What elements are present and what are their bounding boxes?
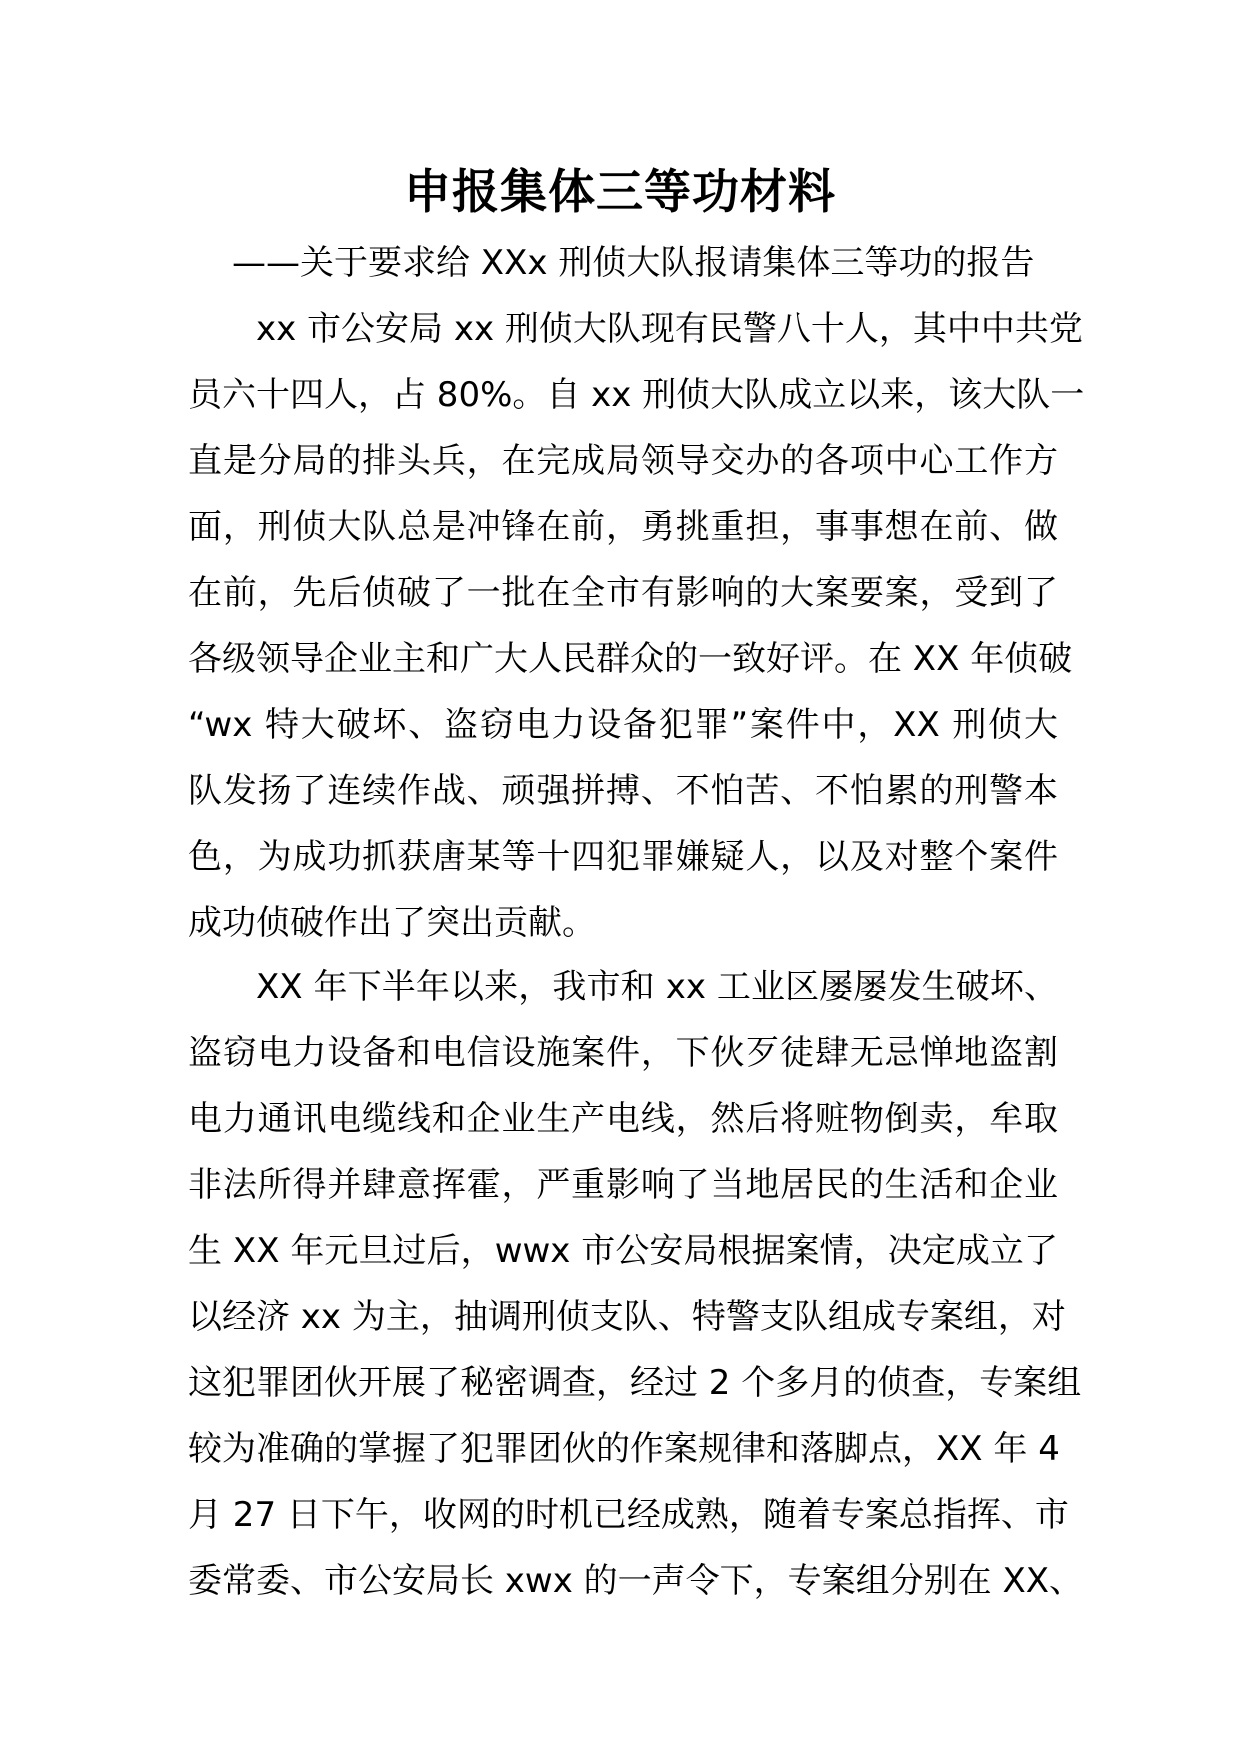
paragraph-line: 委常委、市公安局长 xwx 的一声令下，专案组分别在 XX、: [188, 1561, 1084, 1601]
paragraph-line: xx 市公安局 xx 刑侦大队现有民警八十人，其中中共党: [256, 309, 1083, 349]
paragraph-line: XX 年下半年以来，我市和 xx 工业区屡屡发生破坏、: [256, 967, 1058, 1007]
document-subtitle: ——关于要求给 XXx 刑侦大队报请集体三等功的报告: [232, 243, 1035, 283]
paragraph-2: [188, 954, 1084, 1614]
document-title: 申报集体三等功材料: [404, 165, 836, 220]
paragraph-line: 色，为成功抓获唐某等十四犯罪嫌疑人，以及对整个案件: [188, 837, 1058, 877]
paragraph-line: 队发扬了连续作战、顽强拼搏、不怕苦、不怕累的刑警本: [188, 771, 1058, 811]
paragraph-line: 月 27 日下午，收网的时机已经成熟，随着专案总指挥、市: [188, 1495, 1069, 1535]
paragraph-line: 这犯罪团伙开展了秘密调查，经过 2 个多月的侦查，专案组: [188, 1363, 1082, 1403]
paragraph-line: 各级领导企业主和广大人民群众的一致好评。在 XX 年侦破: [188, 639, 1073, 679]
paragraph-line: 非法所得并肆意挥霍，严重影响了当地居民的生活和企业: [188, 1165, 1058, 1205]
paragraph-line: 盗窃电力设备和电信设施案件，下伙歹徒肆无忌惮地盗割: [188, 1033, 1058, 1073]
paragraph-1: [188, 296, 1085, 956]
paragraph-line: 成功侦破作出了突出贡献。: [188, 903, 596, 943]
paragraph-line: 较为准确的掌握了犯罪团伙的作案规律和落脚点，XX 年 4: [188, 1429, 1060, 1469]
paragraph-line: 员六十四人，占 80%。自 xx 刑侦大队成立以来，该大队一: [188, 375, 1085, 415]
paragraph-line: 在前，先后侦破了一批在全市有影响的大案要案，受到了: [188, 573, 1058, 613]
paragraph-line: “wx 特大破坏、盗窃电力设备犯罪”案件中，XX 刑侦大: [188, 705, 1058, 745]
paragraph-line: 生 XX 年元旦过后，wwx 市公安局根据案情，决定成立了: [188, 1231, 1058, 1271]
paragraph-line: 面，刑侦大队总是冲锋在前，勇挑重担，事事想在前、做: [188, 507, 1058, 547]
paragraph-line: 直是分局的排头兵，在完成局领导交办的各项中心工作方: [188, 441, 1058, 481]
paragraph-line: 以经济 xx 为主，抽调刑侦支队、特警支队组成专案组，对: [188, 1297, 1066, 1337]
paragraph-line: 电力通讯电缆线和企业生产电线，然后将赃物倒卖，牟取: [188, 1099, 1058, 1139]
